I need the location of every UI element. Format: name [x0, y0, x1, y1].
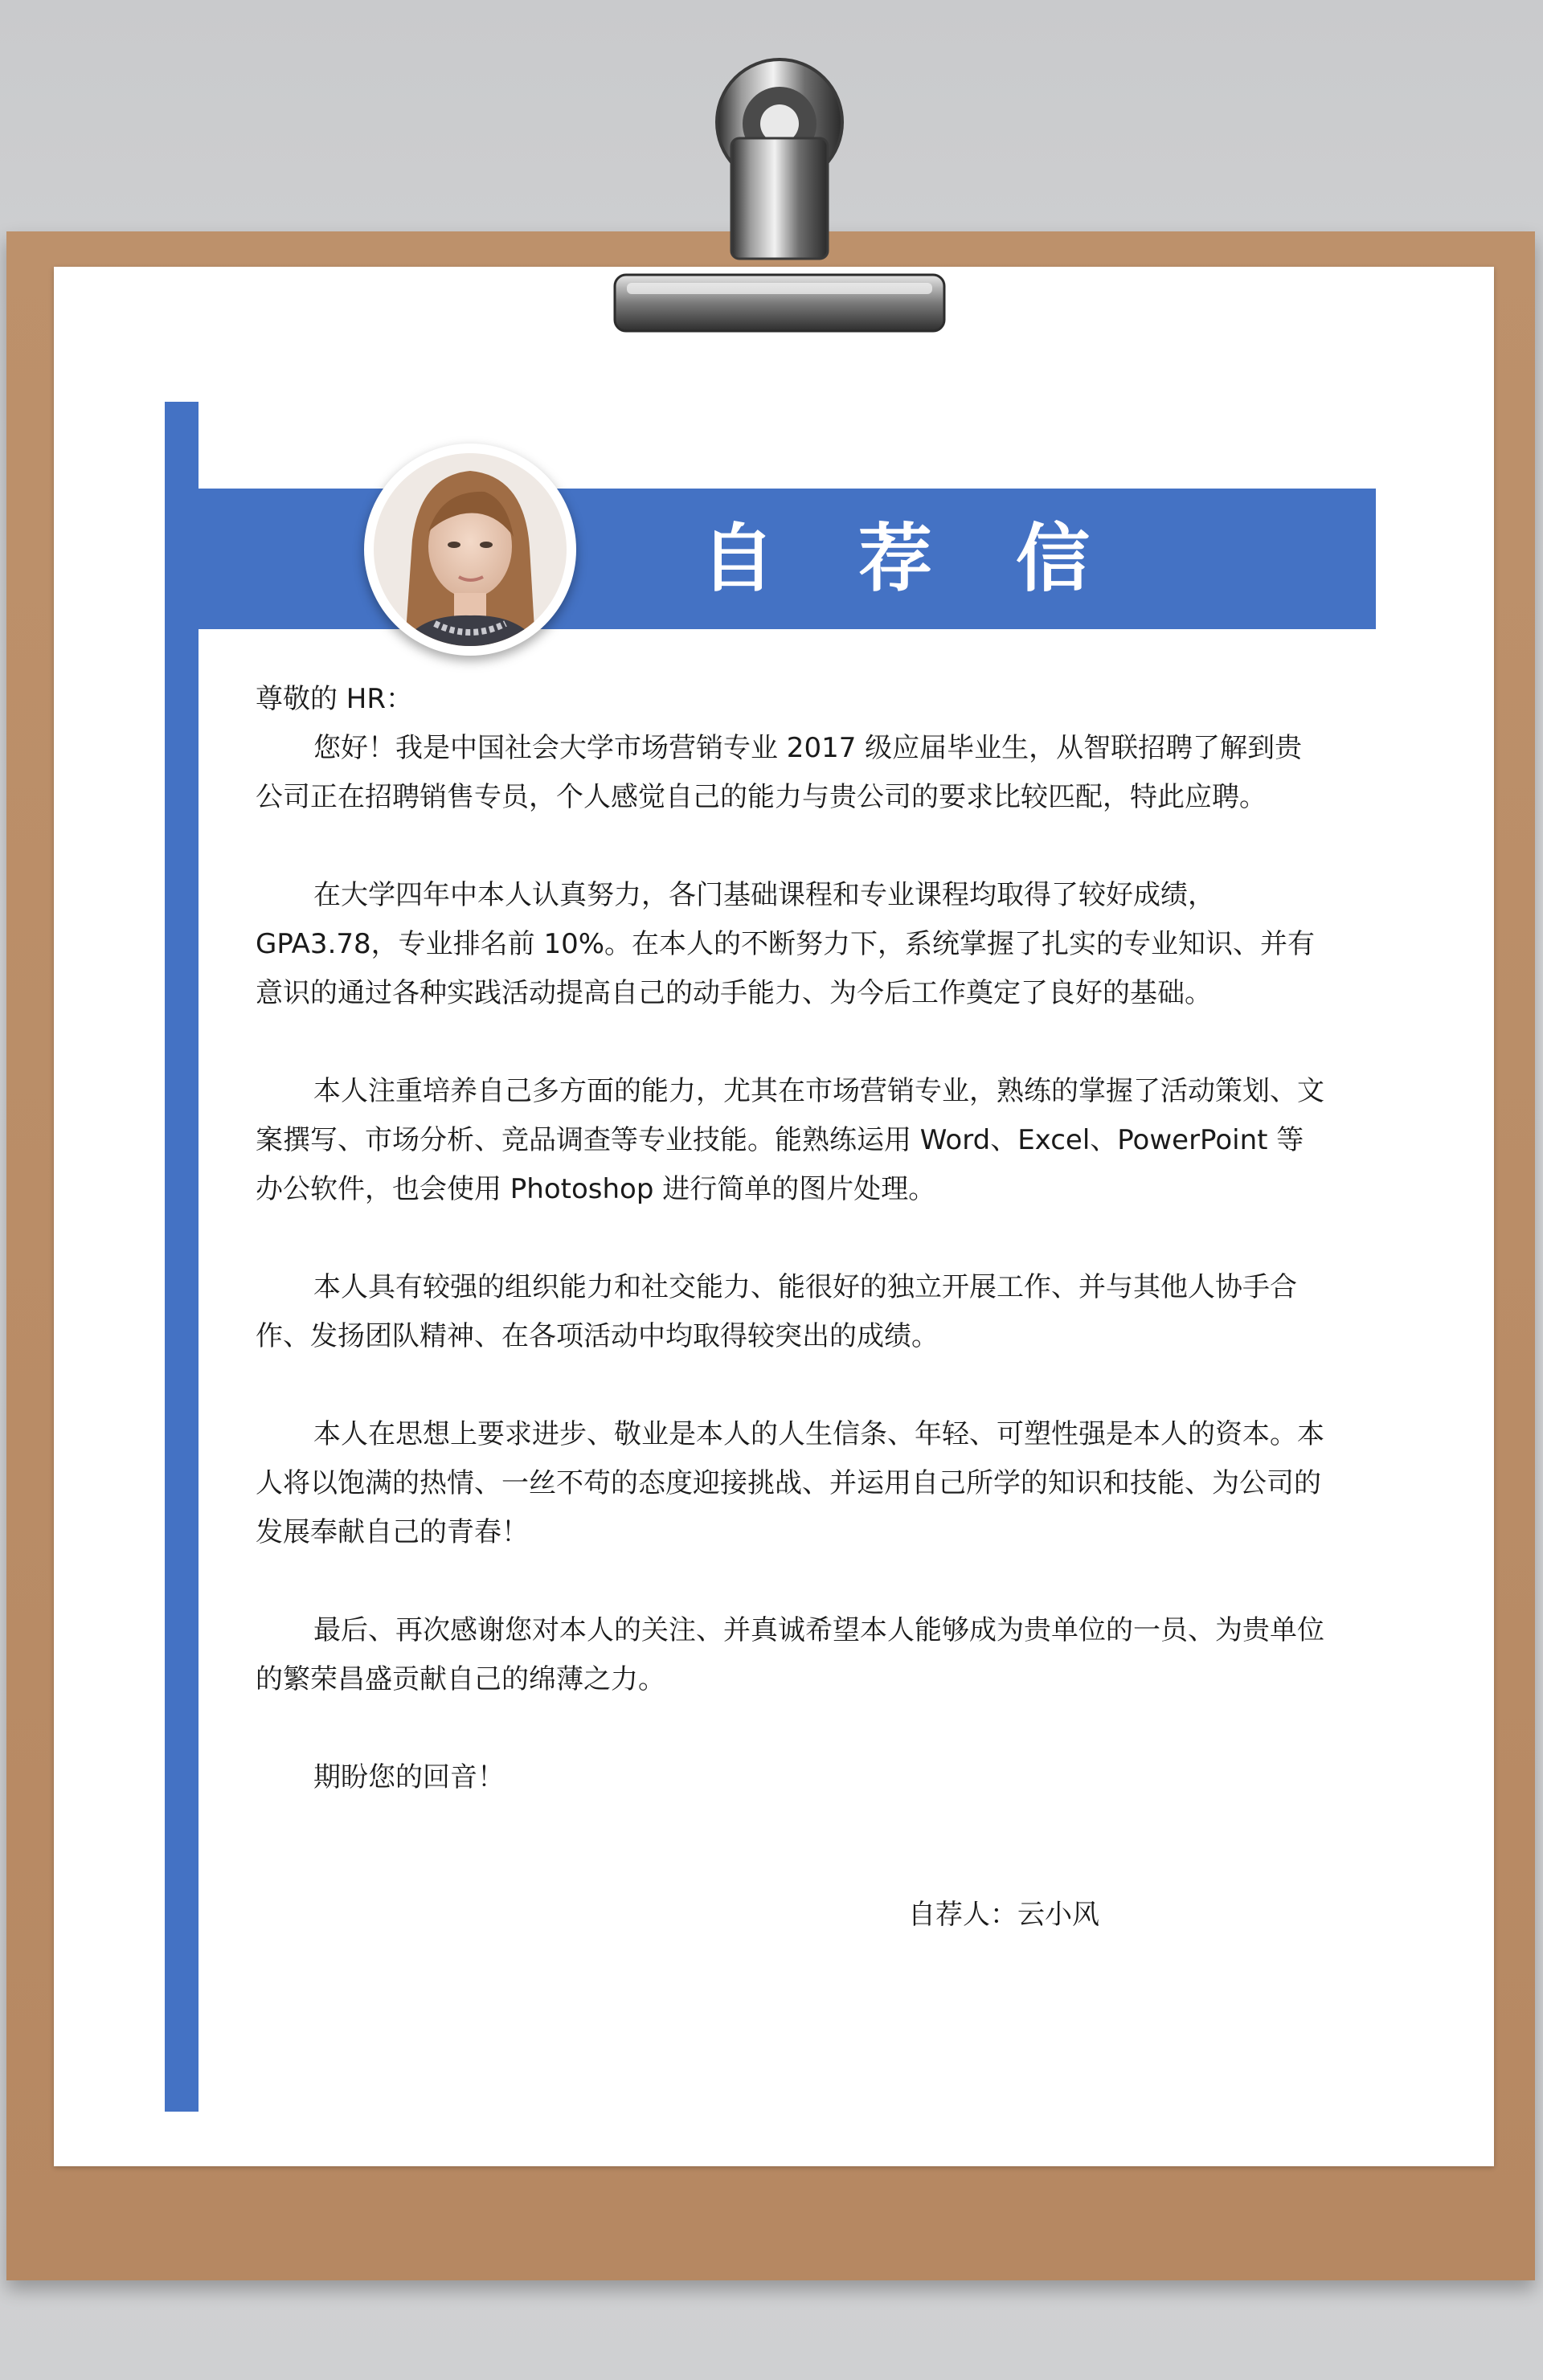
letter-title: 自 荐 信: [701, 515, 1119, 602]
paragraph-closing: 期盼您的回音！: [313, 1761, 505, 1793]
left-accent-bar: [165, 402, 199, 2112]
paragraph-thanks: 最后、再次感谢您对本人的关注、并真诚希望本人能够成为贵单位的一员、为贵单位的繁荣昌盛贡献自己的绵薄之力。: [256, 1614, 1324, 1695]
binder-clip-icon: [611, 50, 948, 355]
paragraph-skills: 本人注重培养自己多方面的能力，尤其在市场营销专业，熟练的掌握了活动策划、文案撰写、市场分析、竞品调查等专业技能。能熟练运用 Word、Excel、PowerPoint 等办公软件，也会使用 Photoshop 进行简单的图片处理。: [256, 1075, 1324, 1205]
paragraph-teamwork: 本人具有较强的组织能力和社交能力、能很好的独立开展工作、并与其他人协手合作、发扬团队精神、在各项活动中均取得较突出的成绩。: [256, 1271, 1297, 1352]
letter-body: [256, 675, 1324, 1851]
avatar: [364, 444, 576, 656]
portrait-icon: [364, 444, 576, 656]
paragraph-attitude: 本人在思想上要求进步、敬业是本人的人生信条、年轻、可塑性强是本人的资本。本人将以饱满的热情、一丝不苟的态度迎接挑战、并运用自己所学的知识和技能、为公司的发展奉献自己的青春！: [256, 1418, 1324, 1548]
signature: 自荐人：云小风: [908, 1899, 1099, 1931]
paragraph-academics: 在大学四年中本人认真努力，各门基础课程和专业课程均取得了较好成绩，GPA3.78，专业排名前 10%。在本人的不断努力下，系统掌握了扎实的专业知识、并有意识的通过各种实践活动提高自己的动手能力、为今后工作奠定了良好的基础。: [256, 879, 1316, 1009]
paragraph-intro: 您好！我是中国社会大学市场营销专业 2017 级应届毕业生，从智联招聘了解到贵公司正在招聘销售专员，个人感觉自己的能力与贵公司的要求比较匹配，特此应聘。: [256, 732, 1303, 813]
salutation: 尊敬的 HR：: [256, 683, 413, 715]
